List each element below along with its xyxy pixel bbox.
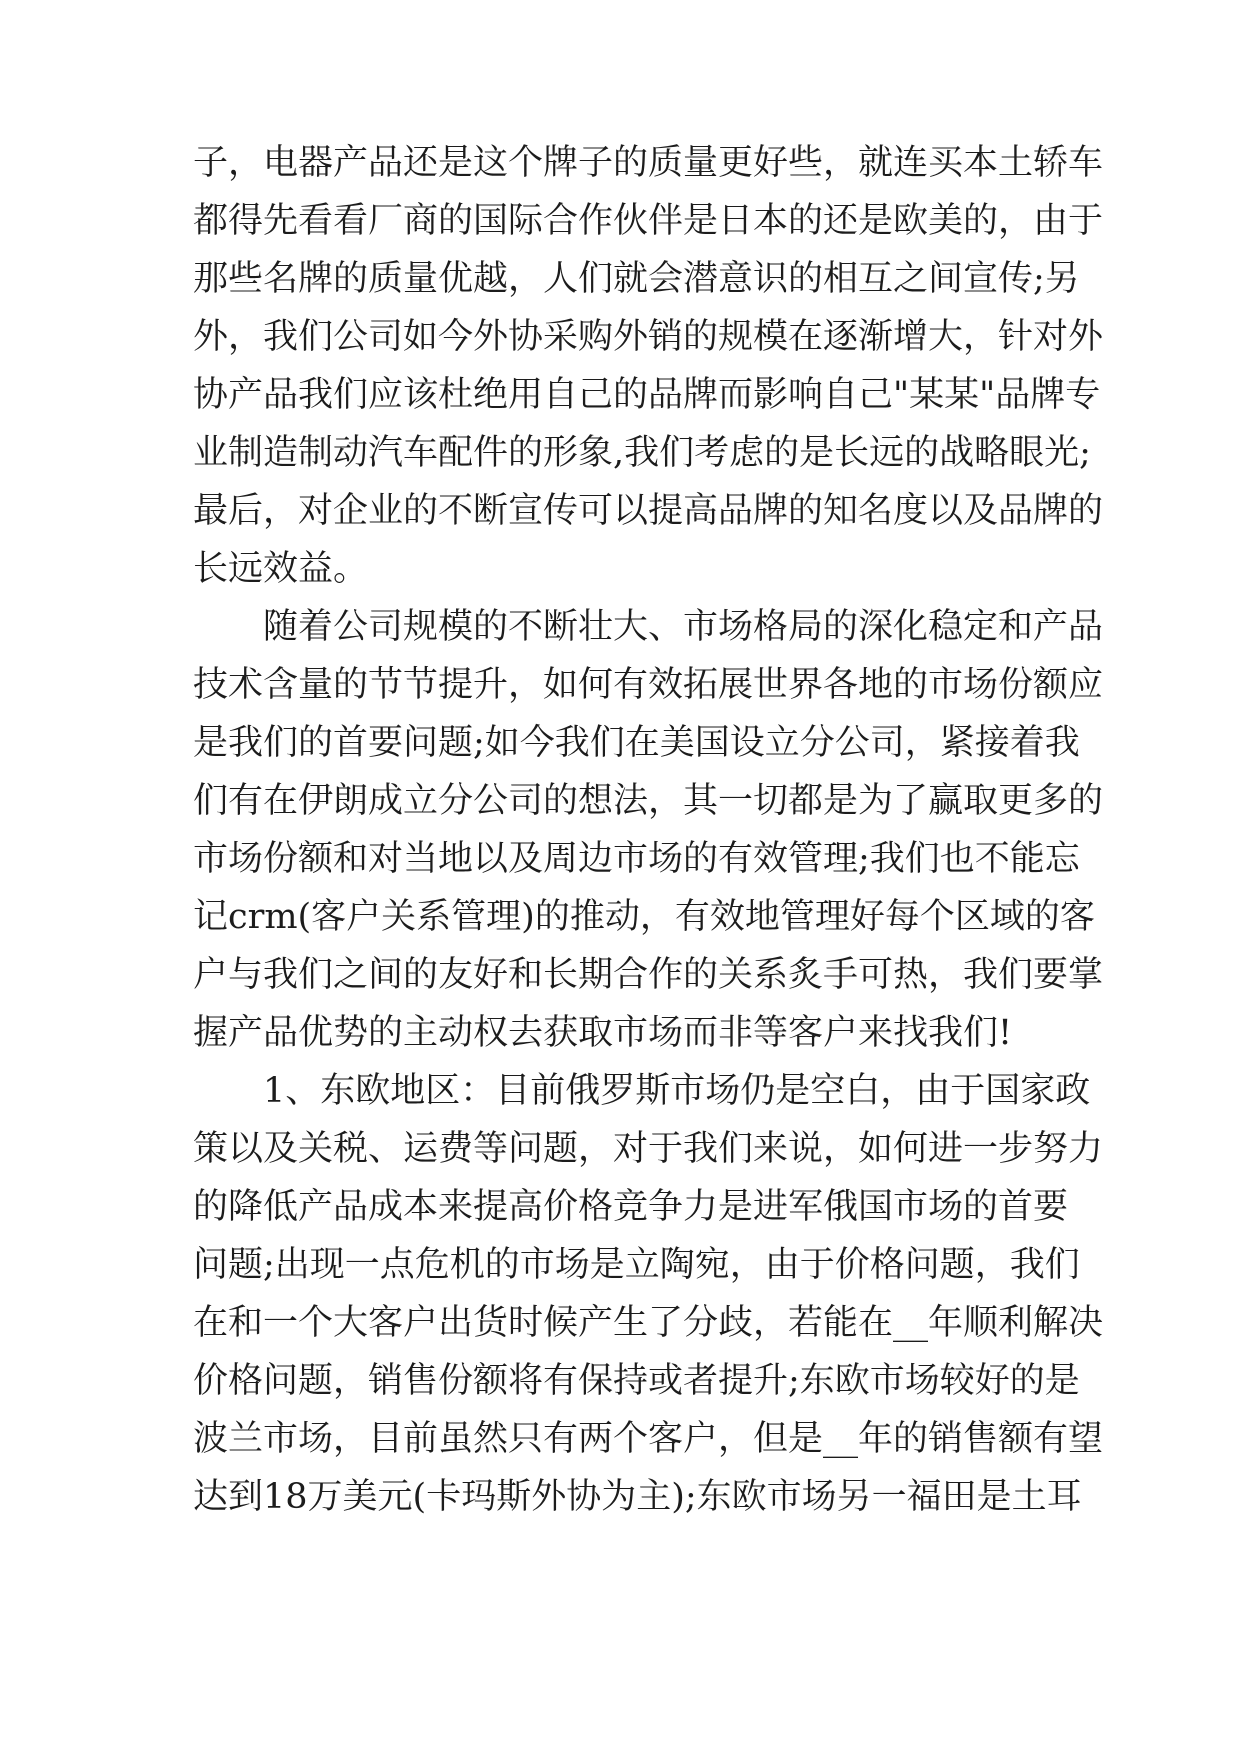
- text-line: 最后，对企业的不断宣传可以提高品牌的知名度以及品牌的: [193, 491, 1104, 531]
- text-line: 在和一个大客户出货时候产生了分歧，若能在__年顺利解决: [193, 1303, 1104, 1343]
- paragraph-first-line: 随着公司规模的不断壮大、市场格局的深化稳定和产品: [263, 607, 1104, 647]
- text-line: 握产品优势的主动权去获取市场而非等客户来找我们!: [193, 1013, 1013, 1053]
- text-line: 们有在伊朗成立分公司的想法，其一切都是为了赢取更多的: [193, 781, 1104, 821]
- text-line: 的降低产品成本来提高价格竞争力是进军俄国市场的首要: [193, 1187, 1069, 1227]
- text-line: 市场份额和对当地以及周边市场的有效管理;我们也不能忘: [193, 839, 1080, 879]
- paragraph-first-line: 1、东欧地区：目前俄罗斯市场仍是空白，由于国家政: [263, 1071, 1091, 1111]
- text-line: 记crm(客户关系管理)的推动，有效地管理好每个区域的客: [193, 897, 1095, 937]
- text-line: 策以及关税、运费等问题，对于我们来说，如何进一步努力: [193, 1129, 1104, 1169]
- text-line: 长远效益。: [193, 549, 369, 589]
- text-line: 子，电器产品还是这个牌子的质量更好些，就连买本土轿车: [193, 143, 1104, 183]
- text-line: 价格问题，销售份额将有保持或者提升;东欧市场较好的是: [193, 1361, 1080, 1401]
- text-line: 户与我们之间的友好和长期合作的关系炙手可热，我们要掌: [193, 955, 1104, 995]
- text-line: 是我们的首要问题;如今我们在美国设立分公司，紧接着我: [193, 723, 1080, 763]
- text-line: 业制造制动汽车配件的形象,我们考虑的是长远的战略眼光;: [193, 433, 1091, 473]
- text-line: 都得先看看厂商的国际合作伙伴是日本的还是欧美的，由于: [193, 201, 1104, 241]
- text-line: 达到18万美元(卡玛斯外协为主);东欧市场另一福田是土耳: [193, 1477, 1082, 1517]
- text-line: 协产品我们应该杜绝用自己的品牌而影响自己"某某"品牌专: [193, 375, 1101, 415]
- text-line: 问题;出现一点危机的市场是立陶宛，由于价格问题，我们: [193, 1245, 1080, 1285]
- text-line: 波兰市场，目前虽然只有两个客户，但是__年的销售额有望: [193, 1419, 1104, 1459]
- text-line: 外，我们公司如今外协采购外销的规模在逐渐增大，针对外: [193, 317, 1104, 357]
- text-line: 那些名牌的质量优越，人们就会潜意识的相互之间宣传;另: [193, 259, 1080, 299]
- text-line: 技术含量的节节提升，如何有效拓展世界各地的市场份额应: [193, 665, 1104, 705]
